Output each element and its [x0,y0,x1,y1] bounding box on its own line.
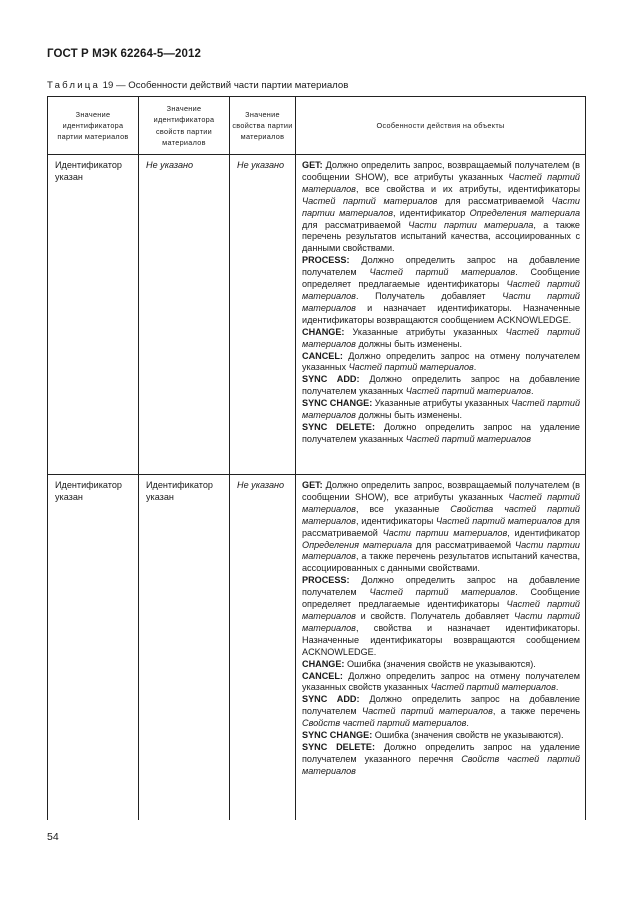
action-text: . Сообщение определяет предлагаемые идентификаторы [302,267,580,290]
action-text: должны быть изменены. [355,410,462,421]
action-text: и свойств. Получатель добавляет [355,610,515,621]
action-text: должны быть изменены. [355,338,462,349]
action-verb: GET: [302,160,323,170]
object-name: Частей партий материалов [302,599,580,621]
action-paragraph [302,422,580,446]
action-verb: SYNC CHANGE: [302,398,373,409]
table-caption-title: 19 — Особенности действий части партии материалов [100,80,349,91]
table-caption [47,80,348,91]
table-row [48,155,586,475]
action-text: . [473,362,477,373]
column-header-property-id: Значение идентификатора свойств партии материалов [139,97,230,155]
cell-property-value: Не указано [230,475,296,820]
cell-property-id: Идентификатор указан [139,475,230,820]
action-verb: CHANGE: [302,658,345,669]
action-text: Должно определить запрос, возвращаемый получателем (в сообщении SHOW), все атрибуты указанных [302,160,580,182]
object-name: Частей партий материалов [302,491,580,514]
action-paragraph [302,730,580,742]
action-paragraph [302,659,580,671]
object-name: Свойства частей партий материалов [302,503,580,526]
column-header-property-value: Значение свойства партии материалов [230,97,296,155]
action-paragraph [302,742,580,778]
action-text: , идентификаторы [355,515,437,526]
action-text: . [466,718,469,729]
action-text: . Получатель добавляет [355,290,503,301]
object-name: Частей партий материалов [348,362,474,373]
action-paragraph [302,480,580,575]
action-verb: SYNC ADD: [302,694,360,705]
action-text: , а также перечень результатов испытаний качества, ассоциированных с данными свойствами. [302,551,580,574]
object-name: Частей партий материалов [430,682,556,693]
action-text: . Сообщение определяет предлагаемые идентификаторы [302,587,580,610]
action-paragraph [302,327,580,351]
action-verb: SYNC ADD: [302,374,360,385]
object-name: Частей партий материалов [436,515,562,526]
object-name: Части партий материалов [302,290,580,313]
table-row [48,475,586,820]
action-verb: SYNC CHANGE: [302,730,373,741]
cell-property-value: Не указано [230,155,296,475]
action-text: Должно определить запрос, возвращаемый получателем (в сообщении SHOW), все атрибуты указанных [302,480,580,502]
action-text: Должно определить запрос на добавление получателем указанных [302,374,580,397]
action-paragraph [302,255,580,326]
object-name: Частей партий материалов [405,433,531,444]
action-text: Ошибка (значения свойств не указываются). [374,730,564,741]
action-verb: SYNC DELETE: [302,741,375,752]
table-caption-word: Таблица [47,80,101,91]
object-name: Части партии материалов [302,195,580,218]
object-name: Частей партий материалов [302,326,580,349]
object-name: Определения материала [469,207,581,218]
action-verb: PROCESS: [302,255,350,266]
object-name: Части партии материала [408,219,534,230]
action-verb: GET: [302,480,323,490]
action-text: Должно определить запрос на удаление получателем указанных [302,421,580,444]
action-text: для рассматриваемой [412,539,515,550]
action-text: Должно определить запрос на добавление получателем [302,694,580,717]
action-verb: SYNC DELETE: [302,421,375,432]
column-header-batch-id: Значение идентификатора партии материалов [48,97,139,155]
action-text: Указанные атрибуты указанных [374,398,512,409]
actions-table [47,96,586,820]
cell-action-details [296,155,586,475]
object-name: Частей партий материалов [302,171,580,194]
action-text: , свойства и назначает идентификаторы. Назначенные идентификаторы возвращаются сообщением ACKNOWLEDGE. [302,622,580,657]
action-text: Должно определить запрос на добавление получателем [302,575,580,598]
action-paragraph [302,398,580,422]
object-name: Свойств частей партий материалов [302,753,580,776]
action-text: , а также перечень [492,706,580,717]
action-text: Ошибка (значения свойств не указываются). [346,658,536,669]
action-text: , идентификатор [507,527,580,538]
object-name: Свойств частей партий материалов [302,718,467,729]
action-text: Указанные атрибуты указанных [352,326,506,337]
object-name: Частей партий материалов [369,587,516,598]
action-text: , все свойства и их атрибуты, идентификаторы [355,183,580,194]
object-name: Частей партий материалов [302,279,580,301]
action-paragraph [302,575,580,658]
action-text: . [530,386,534,397]
action-verb: PROCESS: [302,575,350,586]
action-paragraph [302,694,580,730]
action-text: для рассматриваемой [302,219,409,230]
object-name: Частей партий материалов [369,267,516,278]
object-name: Части партий материалов [302,610,581,633]
object-name: Частей партий материалов [362,706,493,717]
action-text: Должно определить запрос на отмену получателем указанных свойств указанных [302,670,580,693]
action-text: . [555,682,559,693]
action-text: Должно определить запрос на отмену получателем указанных [302,350,580,373]
object-name: Частей партий материалов [302,195,438,206]
action-paragraph [302,374,580,398]
object-name: Части партии материалов [302,539,580,562]
action-text: , идентификатор [393,207,470,218]
action-text: и назначает идентификаторы. Назначенные идентификаторы возвращаются сообщением ACKNOWLEDGE. [302,302,580,325]
action-verb: CANCEL: [302,670,343,681]
object-name: Частей партий материалов [302,398,580,421]
object-name: Частей партий материалов [405,386,531,397]
page-number: 54 [47,831,59,843]
column-header-action-details: Особенности действия на объекты [296,97,586,155]
document-header: ГОСТ Р МЭК 62264-5—2012 [47,48,201,60]
action-text: , а также перечень результатов испытаний качества, ассоциированных с данными свойствами. [302,219,580,254]
action-text: для рассматриваемой [302,515,580,538]
cell-property-id: Не указано [139,155,230,475]
action-paragraph [302,671,580,695]
action-text: Должно определить запрос на удаление получателем указанного перечня [302,741,580,764]
action-paragraph [302,160,580,255]
action-text: Должно определить запрос на добавление получателем [302,255,580,278]
action-text: , все указанные [355,503,451,514]
action-verb: CANCEL: [302,350,343,361]
cell-action-details [296,475,586,820]
action-paragraph [302,351,580,375]
object-name: Части партии материалов [382,527,508,538]
cell-batch-id: Идентификатор указан [48,475,139,820]
action-text: для рассматриваемой [437,195,552,206]
table-header-row [48,97,586,155]
action-verb: CHANGE: [302,326,345,337]
object-name: Определения материала [302,539,413,550]
cell-batch-id: Идентификатор указан [48,155,139,475]
